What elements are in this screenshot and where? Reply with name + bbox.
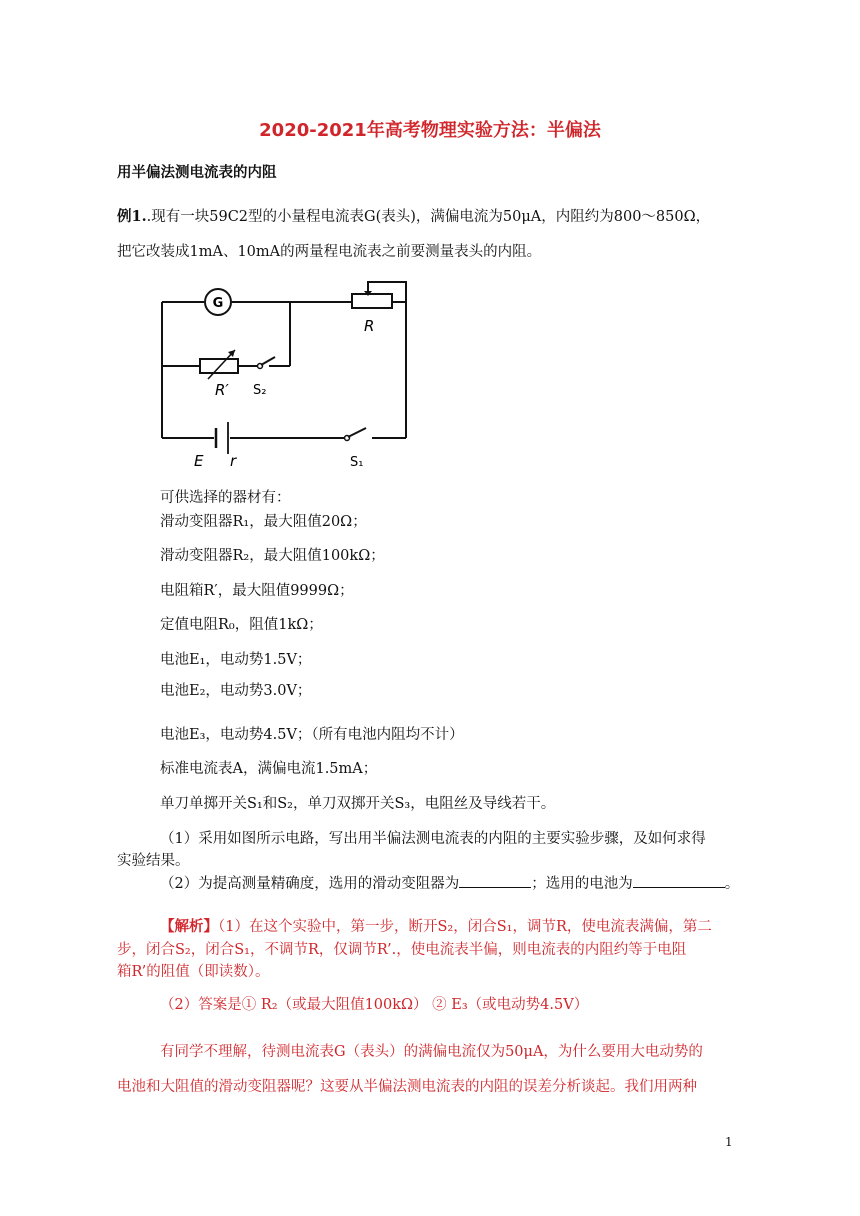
resistance-box-label: R′: [215, 381, 229, 399]
analysis-answer: （2）答案是① R₂（或最大阻值100kΩ） ② E₃（或电动势4.5V）: [160, 997, 589, 1013]
question-2-text-b: ；选用的电池为: [531, 876, 633, 892]
answer-blank-battery[interactable]: [633, 873, 725, 888]
equipment-heading: 可供选择的器材有：: [160, 490, 291, 506]
switch-s1-label: S₁: [350, 455, 364, 470]
equipment-item: 标准电流表A，满偏电流1.5mA；: [160, 761, 378, 777]
discussion-line-1: 有同学不理解，待测电流表G（表头）的满偏电流仅为50μA，为什么要用大电动势的: [160, 1044, 703, 1060]
example-line-1: [117, 207, 710, 227]
resistance-box-symbol: [200, 359, 238, 373]
analysis-line-1: [160, 917, 712, 937]
page-title: 2020-2021年高考物理实验方法：半偏法: [259, 120, 601, 141]
equipment-item: 电池E₁，电动势1.5V；: [160, 652, 312, 668]
equipment-item: 电阻箱R′，最大阻值9999Ω；: [160, 583, 354, 599]
switch-s1-symbol: [348, 428, 366, 437]
analysis-line-3: 箱R’的阻值（即读数）。: [117, 964, 270, 980]
question-2-end: 。: [724, 876, 740, 892]
question-2-text-a: （2）为提高测量精确度，选用的滑动变阻器为: [160, 876, 460, 892]
rheostat-symbol: [352, 294, 392, 308]
rheostat-label: R: [364, 317, 375, 335]
section-subtitle: 用半偏法测电流表的内阻: [117, 165, 277, 181]
equipment-item: 电池E₂，电动势3.0V；: [160, 683, 312, 699]
analysis-text-1: （1）在这个实验中，第一步，断开S₂，闭合S₁，调节R，使电流表满偏，第二: [218, 919, 712, 935]
example-text-1: .现有一块59C2型的小量程电流表G(表头)，满偏电流为50μA，内阻约为800～850Ω，: [146, 209, 711, 225]
battery-emf-label: E: [194, 452, 204, 470]
question-1-line-2: 实验结果。: [117, 853, 190, 869]
switch-s2-label: S₂: [253, 383, 267, 398]
galvanometer-label: G: [212, 296, 224, 311]
question-1-line-1: （1）采用如图所示电路，写出用半偏法测电流表的内阻的主要实验步骤，及如何求得: [160, 831, 706, 847]
page-number: 1: [725, 1135, 733, 1149]
example-line-2: 把它改装成1mA、10mA的两量程电流表之前要测量表头的内阻。: [117, 244, 542, 260]
equipment-item: 滑动变阻器R₁，最大阻值20Ω；: [160, 514, 367, 530]
answer-blank-rheostat[interactable]: [459, 873, 531, 888]
switch-s2-symbol: [261, 357, 275, 365]
discussion-line-2: 电池和大阻值的滑动变阻器呢？这要从半偏法测电流表的内阻的误差分析谈起。我们用两种: [117, 1079, 697, 1095]
question-2: [160, 873, 739, 894]
analysis-tag: 【解析】: [160, 918, 218, 935]
equipment-item: 单刀单掷开关S₁和S₂，单刀双掷开关S₃，电阻丝及导线若干。: [160, 796, 556, 812]
battery-r-label: r: [230, 452, 237, 470]
equipment-item: 滑动变阻器R₂，最大阻值100kΩ；: [160, 548, 385, 564]
example-label: 例1.: [117, 208, 147, 225]
equipment-item: 电池E₃，电动势4.5V；（所有电池内阻均不计）: [160, 727, 464, 743]
analysis-line-2: 步，闭合S₂，闭合S₁，不调节R，仅调节R’.，使电流表半偏，则电流表的内阻约等于电阻: [117, 942, 687, 958]
equipment-item: 定值电阻R₀，阻值1kΩ；: [160, 617, 323, 633]
circuit-diagram: [150, 278, 420, 473]
